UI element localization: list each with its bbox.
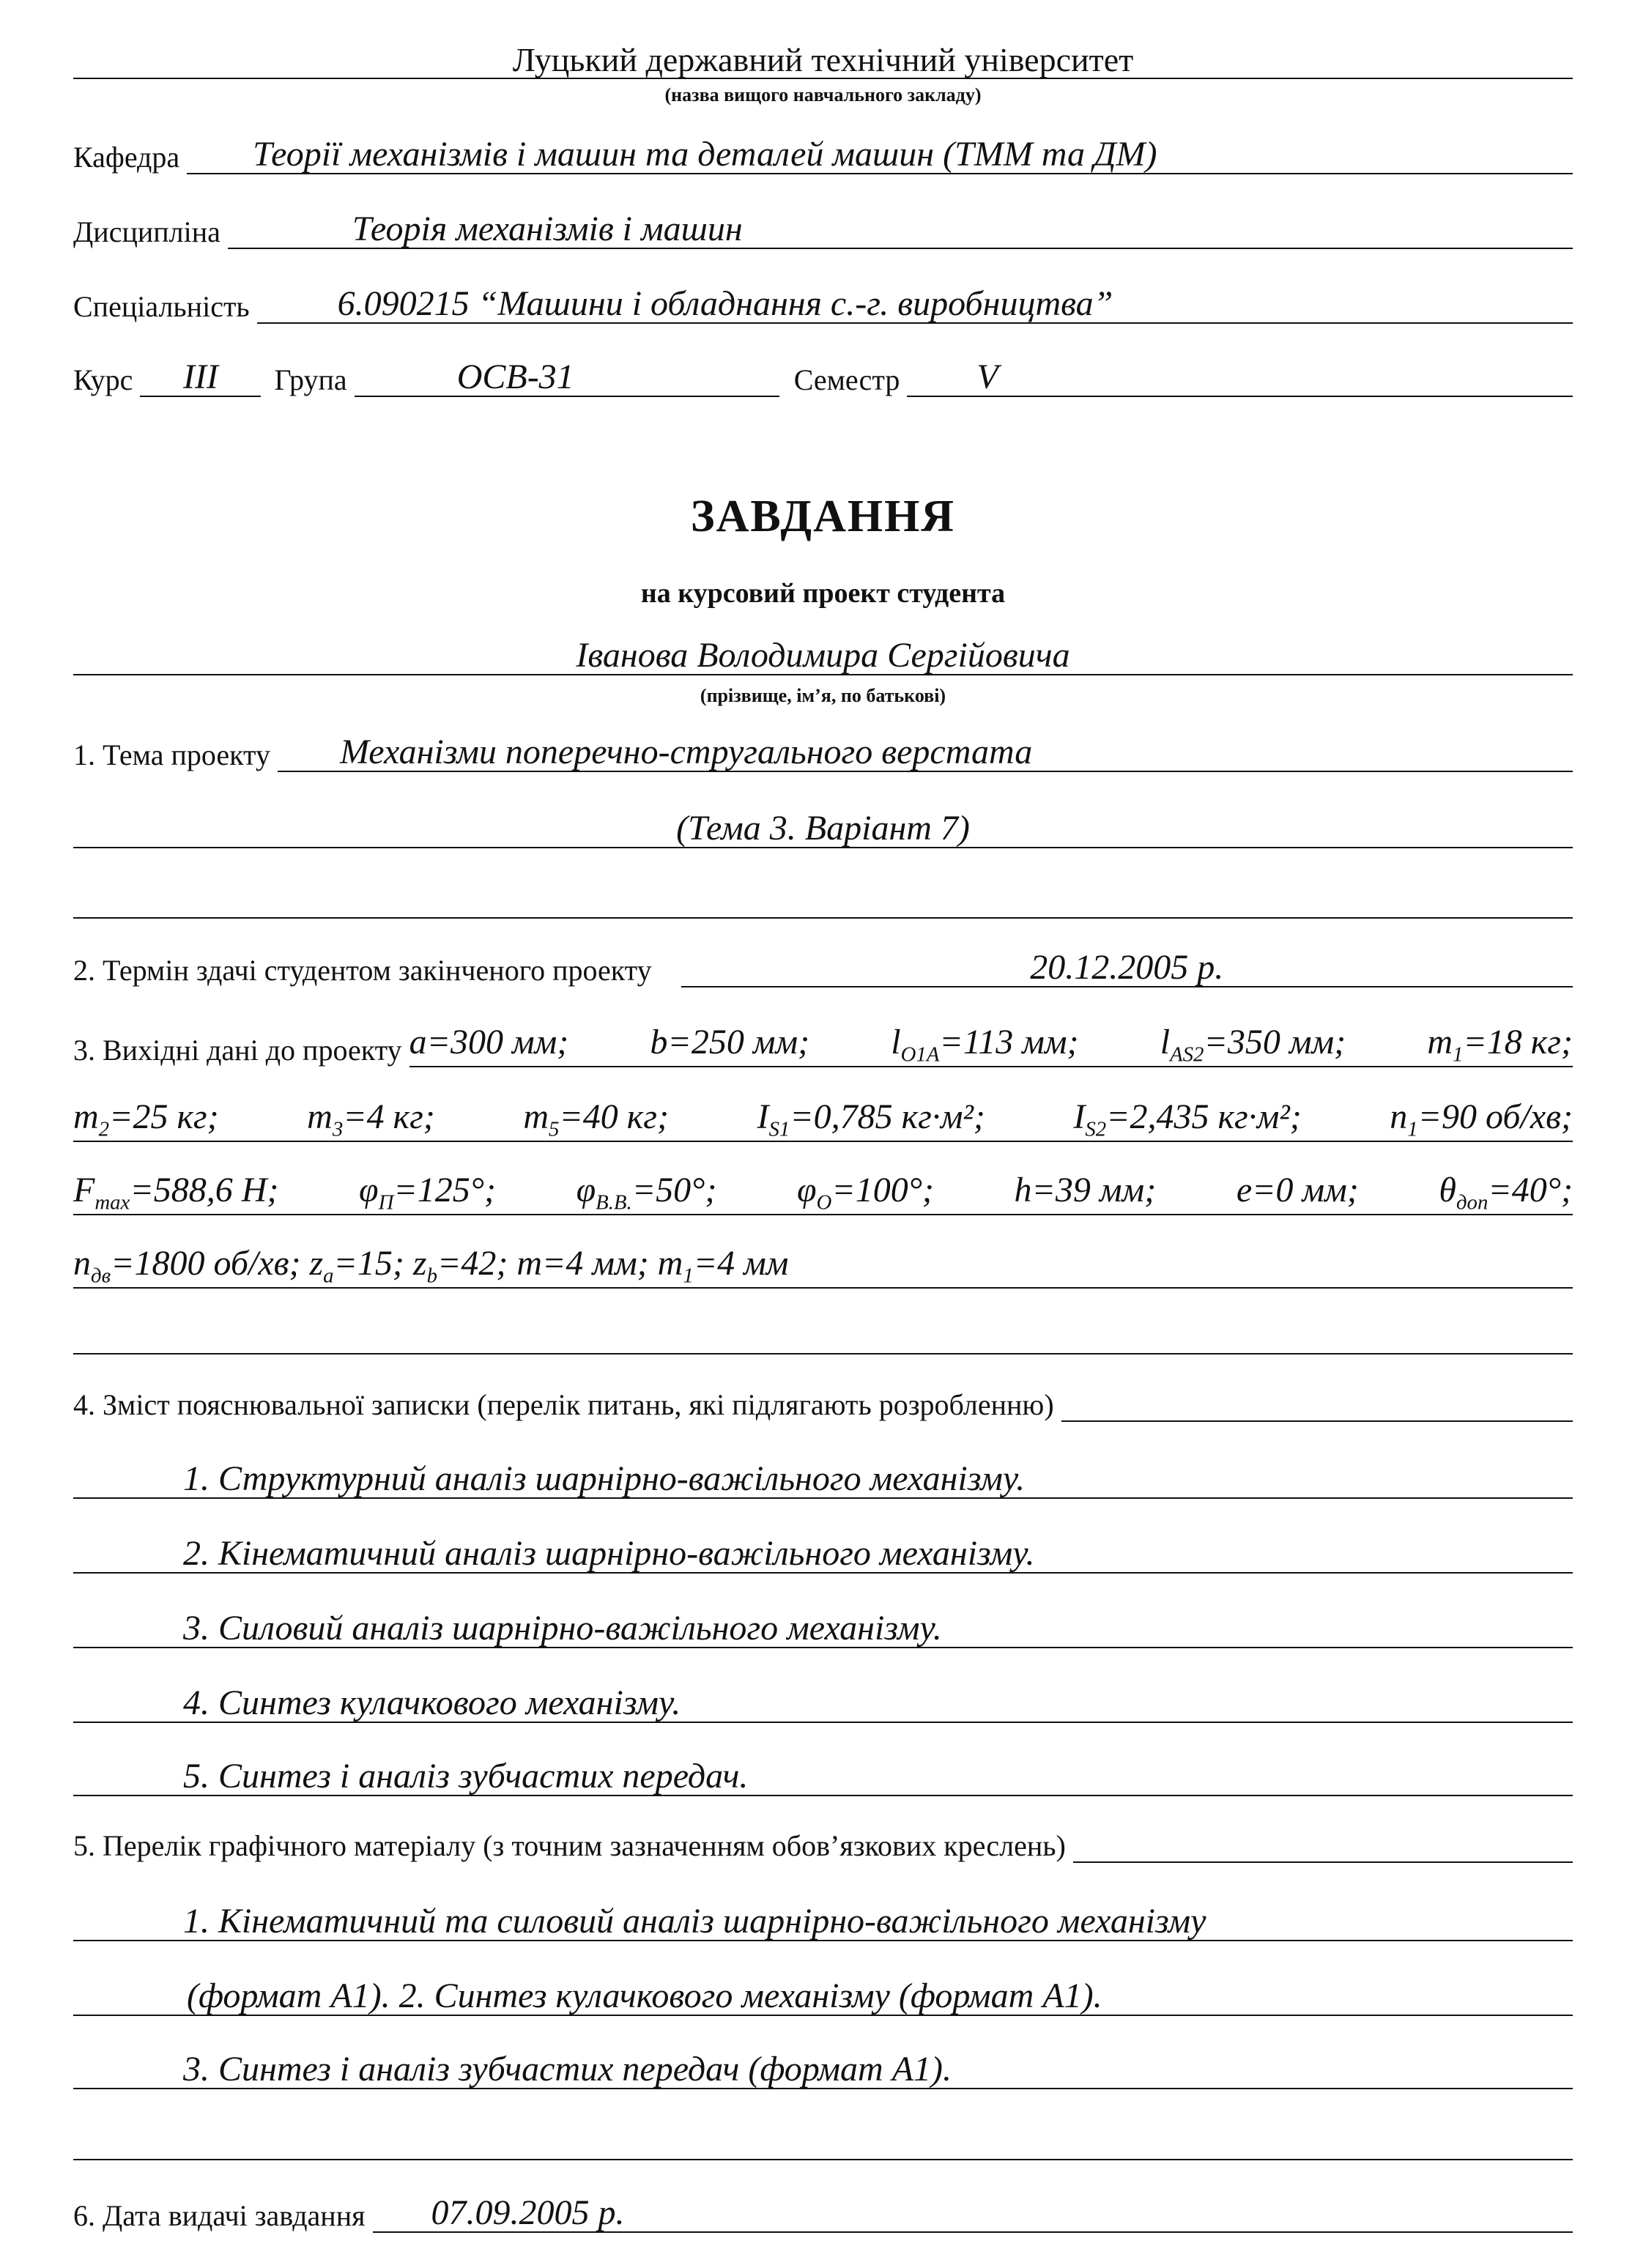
specialty-label: Спеціальність xyxy=(73,290,250,324)
input-data-line-1 xyxy=(73,1024,1573,1067)
param-l-as2: $l_{AS2}=350$ мм; xyxy=(1160,1023,1346,1067)
param-e: e=0 мм; xyxy=(1236,1171,1359,1209)
param-m1: $m_1=18$ кг; xyxy=(1427,1023,1573,1067)
page-title: ЗАВДАННЯ xyxy=(690,492,956,541)
input-data-line-2 xyxy=(73,1099,1573,1142)
param-m5: $m_5=40$ кг; xyxy=(523,1097,669,1141)
university-line xyxy=(73,42,1573,79)
param-i-s2: $I_{S2}=2,435$ кг·м²; xyxy=(1073,1097,1302,1141)
param-phi-vv: $\varphi_{В.В.}=50^\circ$; xyxy=(576,1171,717,1215)
param-phi-p: $\varphi_П=125^\circ$; xyxy=(359,1171,496,1215)
blank-line xyxy=(73,916,1573,919)
university-caption: (назва вищого навчального закладу) xyxy=(664,84,982,105)
param-a: a=300 мм; xyxy=(409,1023,569,1061)
param-theta: $\theta_{доп}=40^\circ$; xyxy=(1439,1171,1573,1215)
topic-line-1 xyxy=(73,734,1573,772)
graphics-item: 1. Кінематичний та силовий аналіз шарнірно-важільного механізму xyxy=(73,1903,1573,1941)
param-h: h=39 мм; xyxy=(1014,1171,1157,1209)
student-name: Іванова Володимира Сергійовича xyxy=(73,637,1573,675)
department-value: Теорії механізмів і машин та деталей машин (ТММ та ДМ) xyxy=(187,136,1573,174)
param-b: b=250 мм; xyxy=(650,1023,810,1061)
page-subtitle: на курсовий проект студента xyxy=(640,578,1006,609)
contents-item: 4. Синтез кулачкового механізму. xyxy=(73,1685,1573,1723)
department-line xyxy=(73,136,1573,174)
param-i-s1: $I_{S1}=0,785$ кг·м²; xyxy=(757,1097,985,1141)
issue-date-label: 6. Дата видачі завдання xyxy=(73,2199,366,2233)
graphics-label: 5. Перелік графічного матеріалу (з точним зазначенням обов’язкових креслень) xyxy=(73,1829,1066,1862)
input-data-line-4 xyxy=(73,1245,1573,1289)
discipline-line xyxy=(73,211,1573,249)
semester-value: V xyxy=(907,359,1573,397)
param-phi-o: $\varphi_О=100^\circ$; xyxy=(796,1171,934,1215)
deadline-value: 20.12.2005 р. xyxy=(681,949,1573,987)
discipline-label: Дисципліна xyxy=(73,215,220,249)
graphics-label-underline xyxy=(1073,1861,1573,1863)
param-f-max: $F_{max}=588,6$ Н; xyxy=(73,1171,279,1215)
issue-date-value: 07.09.2005 р. xyxy=(373,2195,1573,2233)
issue-date-line xyxy=(73,2195,1573,2233)
input-data-line-3 xyxy=(73,1172,1573,1215)
graphics-header-line xyxy=(73,1828,1573,1863)
graphics-item: 3. Синтез і аналіз зубчастих передач (формат А1). xyxy=(73,2051,1573,2089)
graphics-item: (формат А1). 2. Синтез кулачкового механізму (формат А1). xyxy=(73,1978,1573,2016)
specialty-value: 6.090215 “Машини і обладнання с.-г. виробництва” xyxy=(257,286,1573,324)
semester-label: Семестр xyxy=(793,363,900,397)
blank-line xyxy=(73,1352,1573,1354)
input-data-values-1 xyxy=(409,1024,1573,1067)
specialty-line xyxy=(73,286,1573,324)
contents-label-underline xyxy=(1061,1420,1573,1422)
contents-label: 4. Зміст пояснювальної записки (перелік питань, які підлягають розробленню) xyxy=(73,1388,1054,1421)
student-line xyxy=(73,637,1573,675)
contents-item: 5. Синтез і аналіз зубчастих передач. xyxy=(73,1758,1573,1796)
topic-value-2: (Тема 3. Варіант 7) xyxy=(73,810,1573,848)
course-group-semester-line xyxy=(73,359,1573,397)
contents-item: 2. Кінематичний аналіз шарнірно-важільного механізму. xyxy=(73,1535,1573,1574)
topic-value-1: Механізми поперечно-стругального верстата xyxy=(278,734,1573,772)
course-label: Курс xyxy=(73,363,133,397)
deadline-line xyxy=(73,949,1573,987)
course-value: ІІІ xyxy=(140,359,261,397)
student-caption: (прізвище, ім’я, по батькові) xyxy=(700,685,946,706)
contents-item: 1. Структурний аналіз шарнірно-важільного механізму. xyxy=(73,1461,1573,1499)
topic-label: 1. Тема проекту xyxy=(73,738,270,772)
discipline-value: Теорія механізмів і машин xyxy=(228,211,1573,249)
param-l-o1a: $l_{O1A}=113$ мм; xyxy=(891,1023,1079,1067)
group-value: ОСВ-31 xyxy=(355,359,779,397)
university-name: Луцький державний технічний університет xyxy=(73,42,1573,79)
topic-line-2 xyxy=(73,810,1573,848)
param-n1: $n_1=90$ об/хв; xyxy=(1390,1097,1573,1141)
input-data-label: 3. Вихідні дані до проекту xyxy=(73,1033,402,1067)
param-m3: $m_3=4$ кг; xyxy=(307,1097,435,1141)
contents-item: 3. Силовий аналіз шарнірно-важільного механізму. xyxy=(73,1610,1573,1648)
param-m2: $m_2=25$ кг; xyxy=(73,1097,219,1141)
group-label: Група xyxy=(274,363,347,397)
param-n-dv-gears: $n_{дв}=1800$ об/хв; $z_a=15$; $z_b=42$; m=4 мм; $m_1=4$ мм xyxy=(73,1244,789,1288)
department-label: Кафедра xyxy=(73,141,180,174)
blank-line xyxy=(73,2157,1573,2160)
deadline-label: 2. Термін здачі студентом закінченого проекту xyxy=(73,954,652,987)
contents-header-line xyxy=(73,1387,1573,1422)
